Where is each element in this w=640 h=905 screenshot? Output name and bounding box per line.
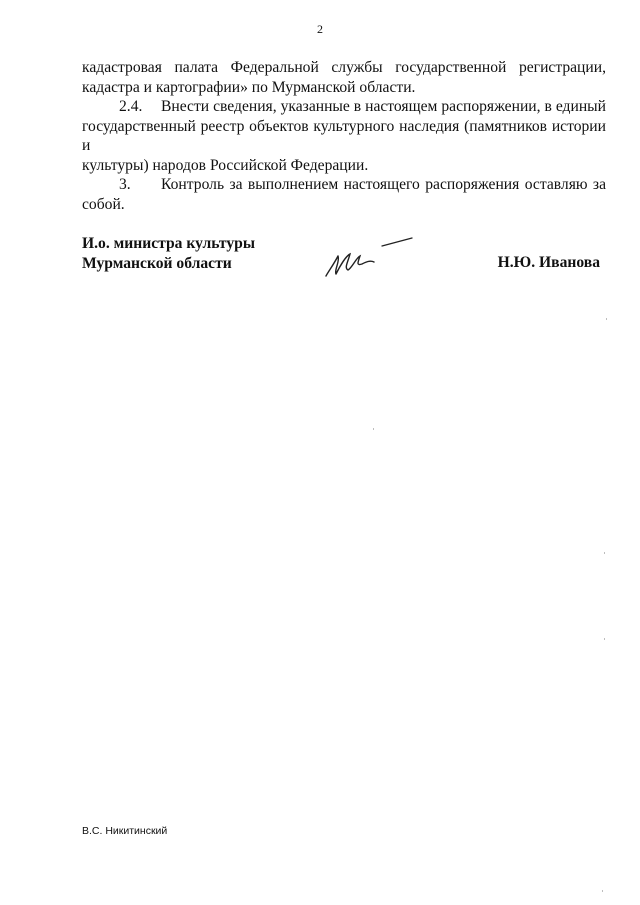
- scan-speck: [373, 428, 374, 430]
- text-line: собой.: [82, 195, 125, 213]
- scan-speck: [602, 890, 603, 892]
- handwritten-signature: [320, 232, 420, 282]
- text-line: культуры) народов Российской Федерации.: [82, 156, 369, 174]
- text-line: [82, 97, 606, 117]
- document-body: [82, 58, 606, 214]
- signer-name: Н.Ю. Иванова: [497, 254, 600, 271]
- text-line: кадастровая палата Федеральной службы государственной регистрации,: [82, 59, 606, 76]
- executor-name: В.С. Никитинский: [82, 825, 168, 837]
- position-line: Мурманской области: [82, 254, 232, 272]
- text-line: государственный реестр объектов культурного наследия (памятников истории и: [82, 117, 606, 154]
- scan-speck: [604, 552, 605, 554]
- item-text: Контроль за выполнением настоящего распоряжения оставляю за: [161, 176, 606, 193]
- item-text: Внести сведения, указанные в настоящем распоряжении, в единый: [161, 98, 606, 115]
- scan-speck: [604, 638, 605, 640]
- paragraph-item-3: [82, 175, 606, 214]
- paragraph-continuation: [82, 58, 606, 97]
- item-number: 2.4.: [119, 98, 143, 115]
- item-number: 3.: [119, 176, 131, 193]
- paragraph-item-2-4: [82, 97, 606, 175]
- text-line: кадастра и картографии» по Мурманской области.: [82, 78, 416, 96]
- scan-speck: [606, 318, 607, 320]
- signatory-position: [82, 234, 255, 273]
- page-number: 2: [317, 22, 323, 36]
- position-line: И.о. министра культуры: [82, 235, 256, 252]
- text-line: [82, 175, 606, 195]
